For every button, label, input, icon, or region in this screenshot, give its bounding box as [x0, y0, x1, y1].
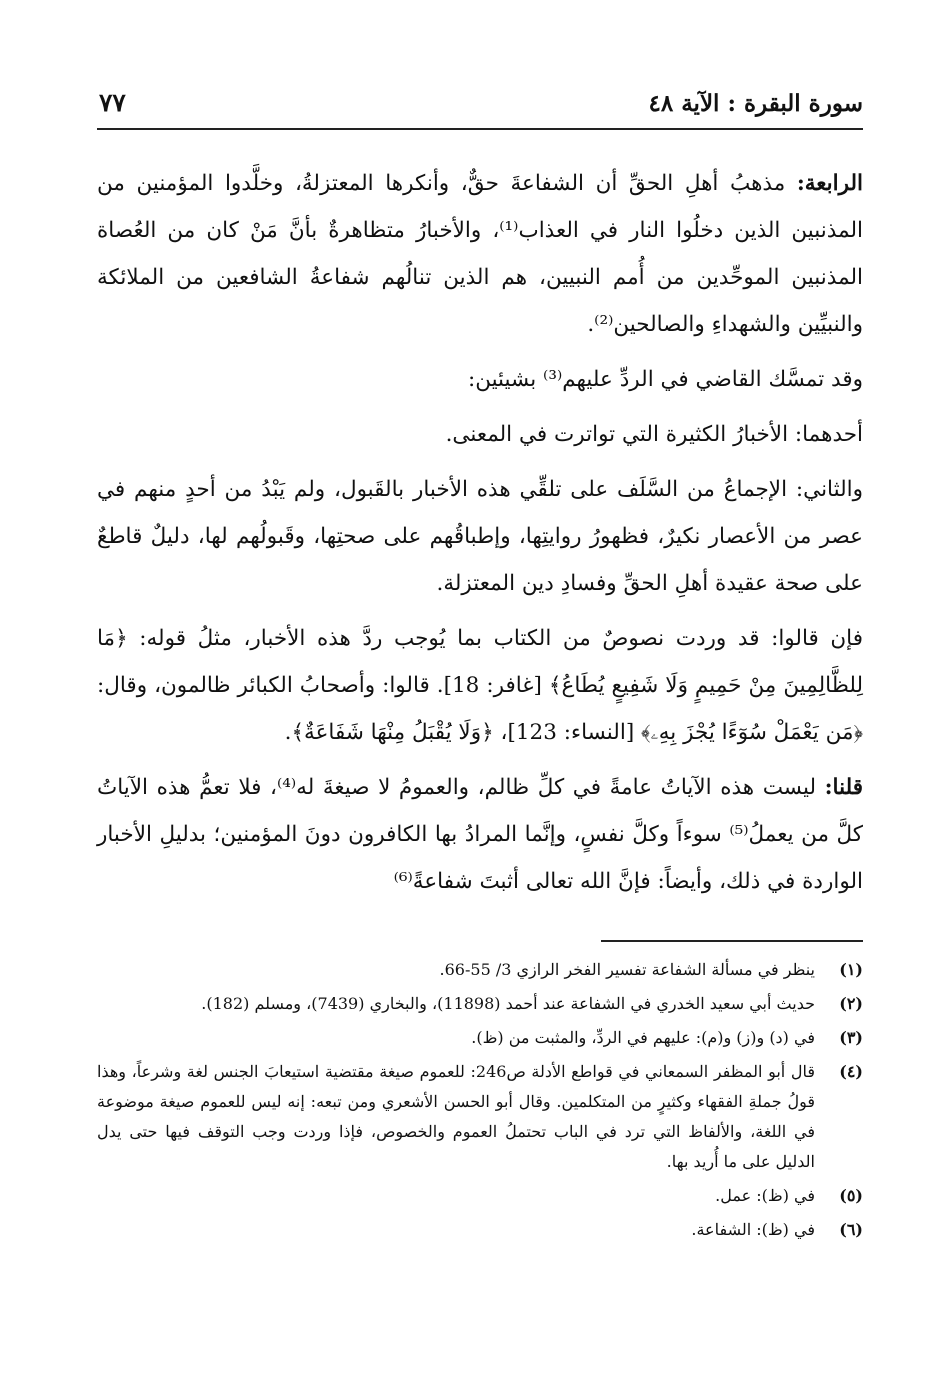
paragraph-first-argument: [97, 411, 863, 458]
page-header: [97, 86, 863, 130]
footnotes: [97, 955, 863, 1249]
paragraph-reply: [97, 764, 863, 905]
paragraph-lead: قلنا:: [824, 775, 863, 800]
footnote-text: قال أبو المظفر السمعاني في قواطع الأدلة ص246: للعموم صيغة مقتضية استيعابَ الجنس لغة وشرعاً، وهذا قولُ جملةِ الفقهاء وكثيرٍ من المتكلمين. وقال أبو الحسن الأشعري ومن تبعه: إنه ليس للعموم صيغة موضوعة في اللغة، والألفاظ التي ترد في الباب تحتملُ العموم والخصوص، فإذا وردت وجب التوقف فيها حتى يدل الدليل على ما أُريد بها.: [97, 1062, 815, 1171]
paragraph-lead: الرابعة:: [796, 171, 863, 196]
paragraph-fourth-point: [97, 160, 863, 348]
main-text: [97, 160, 863, 913]
paragraph-second-argument: [97, 466, 863, 607]
footnote-text: في (ظ): عمل.: [715, 1186, 815, 1205]
footnote-number: (٥): [839, 1186, 863, 1205]
footnote: [97, 1215, 863, 1245]
paragraph-text: والثاني: الإجماعُ من السَّلَف على تلقِّي هذه الأخبار بالقَبول، ولم يَبْدُ من أحدٍ منهم في عصر من الأعصار نكيرٌ، فظهورُ روايتِها، وإطباقُهم على صحتِها، وقَبولُهم لها، دليلٌ قاطعٌ على صحة عقيدة أهلِ الحقِّ وفسادِ دين المعتزلة.: [97, 477, 863, 596]
footnote: [97, 1023, 863, 1053]
footnote: [97, 1181, 863, 1211]
footnote: [97, 955, 863, 985]
footnote-text: ينظر في مسألة الشفاعة تفسير الفخر الرازي 3/ 55-66.: [439, 960, 815, 979]
footnote-separator: [601, 940, 863, 942]
footnote: [97, 1057, 863, 1177]
footnote-number: (٣): [839, 1028, 863, 1047]
footnote-number: (١): [839, 960, 863, 979]
paragraph-text: وقد تمسَّك القاضي في الردِّ عليهم⁽³⁾ بشيئين:: [467, 367, 863, 392]
paragraph-text: أحدهما: الأخبارُ الكثيرة التي تواترت في المعنى.: [445, 422, 863, 447]
paragraph-text: ليست هذه الآياتُ عامةً في كلِّ ظالم، والعمومُ لا صيغةَ له⁽⁴⁾، فلا تعمُّ هذه الآياتُ كلَّ من يعملُ⁽⁵⁾ سوءاً وكلَّ نفسٍ، وإنَّما المرادُ بها الكافرون دونَ المؤمنين؛ بدليلِ الأخبار الواردة في ذلك، وأيضاً: فإنَّ الله تعالى أثبتَ شفاعةً⁽⁶⁾: [97, 775, 863, 894]
footnote-text: في (د) و(ز) و(م): عليهم في الردِّ، والمثبت من (ظ).: [471, 1028, 815, 1047]
footnote-text: حديث أبي سعيد الخدري في الشفاعة عند أحمد (11898)، والبخاري (7439)، ومسلم (182).: [201, 994, 815, 1013]
page-number: ٧٧: [99, 88, 126, 117]
footnote-number: (٦): [839, 1220, 863, 1239]
paragraph-text: فإن قالوا: قد وردت نصوصٌ من الكتاب بما يُوجب ردَّ هذه الأخبار، مثلُ قوله: ﴿مَا لِلظَّالِمِينَ مِنْ حَمِيمٍ وَلَا شَفِيعٍ يُطَاعُ﴾ [غافر: 18]. قالوا: وأصحابُ الكبائر ظالمون، وقال: ﴿مَن يَعْمَلْ سُوٓءًا يُجْزَ بِهِۦ﴾ [النساء: 123]، ﴿وَلَا يُقْبَلُ مِنْهَا شَفَاعَةٌ﴾.: [97, 626, 864, 745]
paragraph-qadi-argument: [97, 356, 863, 403]
paragraph-text: مذهبُ أهلِ الحقِّ أن الشفاعةَ حقٌّ، وأنكرها المعتزلةُ، وخلَّدوا المؤمنين من المذنبين الذين دخلُوا النار في العذاب⁽¹⁾، والأخبارُ متظاهرةٌ بأنَّ مَنْ كان من العُصاة المذنبين الموحِّدين من أُمم النبيين، هم الذين تنالُهم شفاعةُ الشافعين من الملائكة والنبيِّين والشهداءِ والصالحين⁽²⁾.: [97, 171, 863, 337]
footnote-number: (٢): [839, 994, 863, 1013]
footnote: [97, 989, 863, 1019]
paragraph-objection: [97, 615, 863, 756]
running-title: سورة البقرة : الآية ٤٨: [648, 90, 863, 117]
footnote-text: في (ظ): الشفاعة.: [691, 1220, 815, 1239]
footnote-number: (٤): [839, 1062, 863, 1081]
